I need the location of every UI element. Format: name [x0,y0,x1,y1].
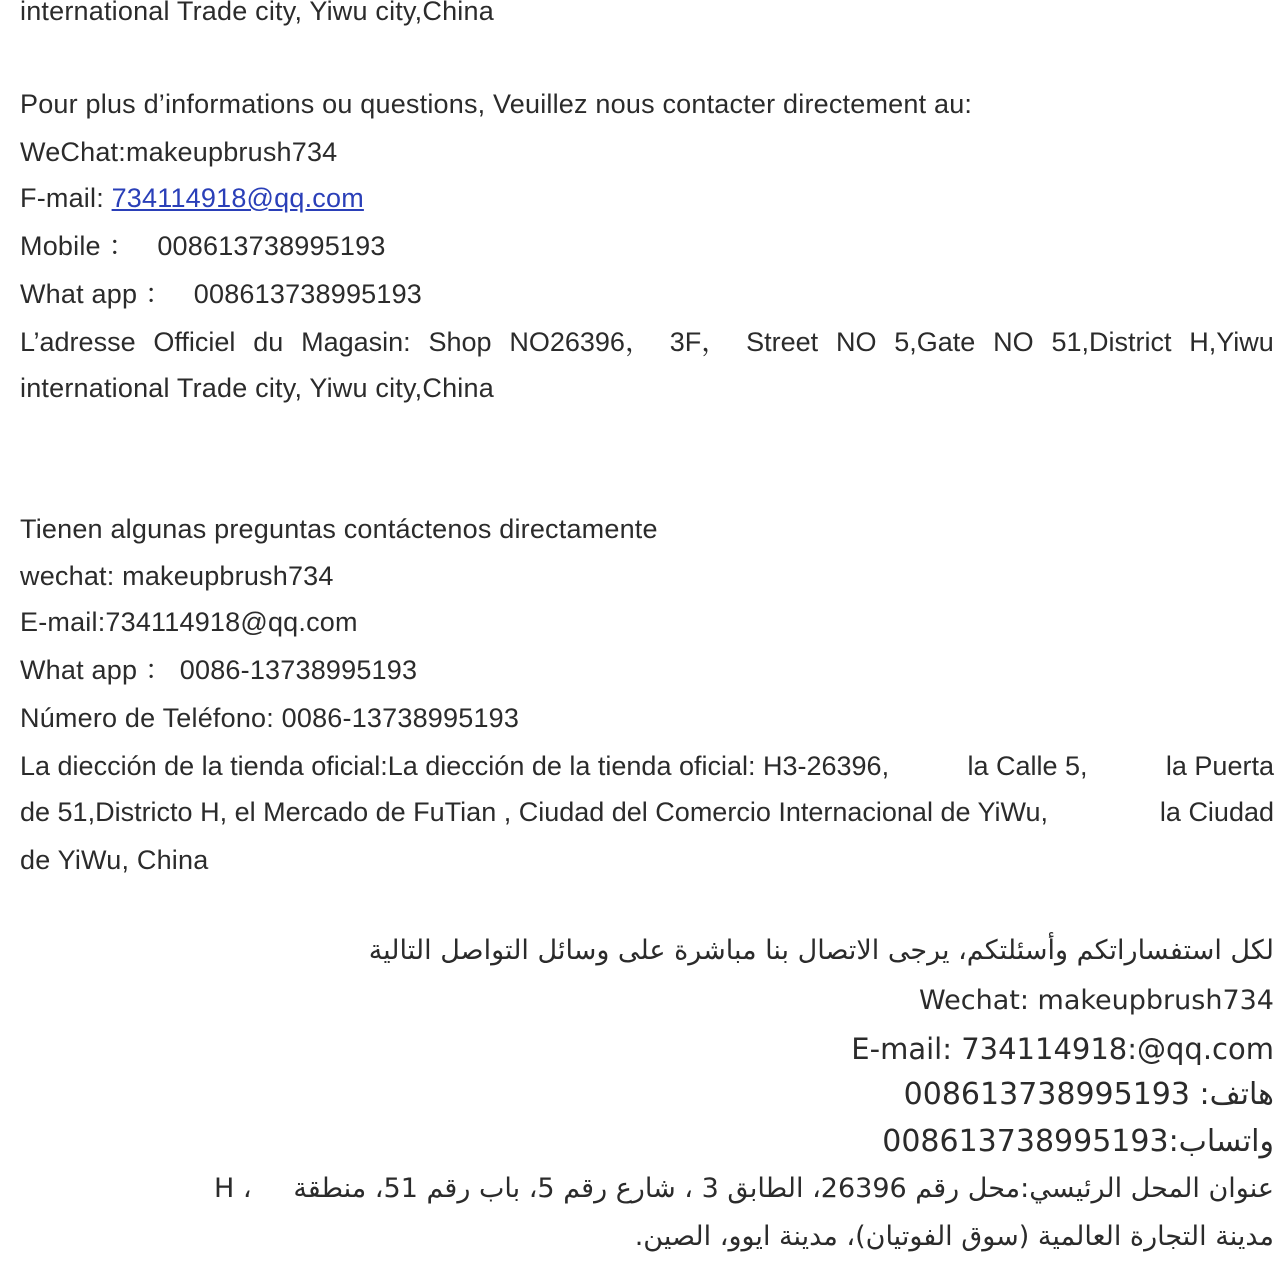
arabic-address-start: عنوان المحل الرئيسي:محل رقم 26396، الطابق 3 ، شارع رقم 5، باب رقم 51، منطقة [293,1173,1274,1204]
french-address-line2: international Trade city, Yiwu city,China [20,373,494,403]
french-address-word: 5,Gate [894,327,976,357]
french-address-word: Street [746,327,819,357]
french-address-word: NO [993,327,1034,357]
french-address-word: Shop [428,327,492,357]
french-address-word: NO26396， [509,327,652,357]
spanish-address-part: la Puerta [1165,751,1274,781]
french-address-line1 [20,325,1274,359]
arabic-email: E-mail: 734114918:@qq.com [851,1032,1274,1066]
arabic-wechat: Wechat: makeupbrush734 [919,985,1274,1016]
french-email-line [20,181,364,215]
arabic-whatsapp: واتساب:008613738995193 [882,1124,1274,1159]
french-address-word: L’adresse [20,327,136,357]
french-wechat: WeChat:makeupbrush734 [20,137,338,167]
spanish-address-part: la Ciudad [1159,797,1274,827]
spanish-address-line1 [20,749,1274,783]
french-whatsapp-line [20,277,422,311]
french-mobile-number: 008613738995193 [157,231,386,261]
french-whatsapp-label: What app ： [20,279,173,309]
french-mobile-label: Mobile ： [20,231,136,261]
arabic-phone: هاتف: 008613738995193 [903,1077,1274,1112]
arabic-address-line2: مدينة التجارة العالمية (سوق الفوتيان)، مدينة ايوو، الصين. [634,1221,1274,1252]
arabic-intro: لكل استفساراتكم وأسئلتكم، يرجى الاتصال بنا مباشرة على وسائل التواصل التالية [368,935,1274,966]
french-address-word: du [253,327,284,357]
french-address-word: H,Yiwu [1189,327,1274,357]
spanish-address-part: la Calle 5, [967,751,1088,781]
french-whatsapp-number: 008613738995193 [193,279,423,309]
spanish-whatsapp: What app ： 0086-13738995193 [20,655,418,685]
spanish-address-part: de 51,Districto H, el Mercado de FuTian , Ciudad del Comercio Internacional de YiWu, [20,797,1049,827]
french-intro: Pour plus d’informations ou questions, Veuillez nous contacter directement au: [20,89,973,119]
spanish-address-line2 [20,795,1274,829]
french-email-link[interactable]: 734114918@qq.com [111,183,364,213]
french-address-word: 51,District [1051,327,1172,357]
french-mobile-line [20,229,386,263]
spanish-address-line3: de YiWu, China [20,845,209,875]
arabic-address-line1 [214,1172,1274,1206]
french-address-word: Magasin: [301,327,411,357]
arabic-address-end: ، H [214,1173,252,1204]
spanish-email: E-mail:734114918@qq.com [20,607,358,637]
top-address-fragment: international Trade city, Yiwu city,China [20,0,494,26]
french-email-label: F-mail: [20,183,112,213]
spanish-phone: Número de Teléfono: 0086-13738995193 [20,703,520,733]
spanish-address-part: La diección de la tienda oficial:La diección de la tienda oficial: H3-26396, [20,751,890,781]
spanish-wechat: wechat: makeupbrush734 [20,561,334,591]
french-address-word: 3F， [669,327,729,357]
spanish-intro: Tienen algunas preguntas contáctenos directamente [20,514,658,544]
french-address-word: NO [835,327,877,357]
french-address-word: Officiel [153,327,236,357]
